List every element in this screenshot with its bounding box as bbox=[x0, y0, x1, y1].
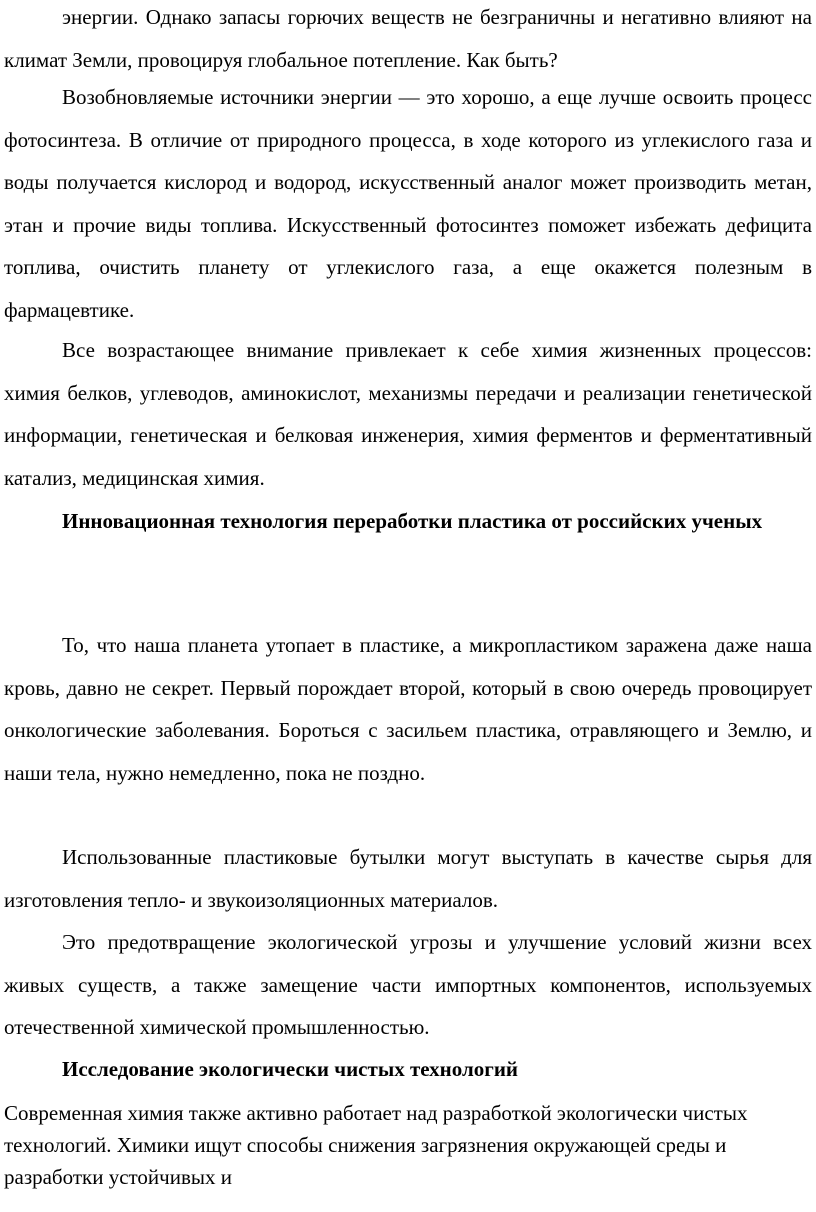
heading-plastic-recycling: Инновационная технология переработки пластика от российских ученых bbox=[62, 509, 763, 533]
paragraph-continuation: энергии. Однако запасы горючих веществ не безграничны и негативно влияют на климат Земли, провоцируя глобальное потепление. Как быть? bbox=[4, 5, 812, 72]
paragraph-plastic-pollution: То, что наша планета утопает в пластике, а микропластиком заражена даже наша кровь, давно не секрет. Первый порождает второй, который в свою очередь провоцирует онкологические заболевания. Бороться с засильем пластика, отравляющего и Землю, и наши тела, нужно немедленно, пока не поздно. bbox=[4, 633, 812, 785]
paragraph-life-processes-chemistry: Все возрастающее внимание привлекает к себе химия жизненных процессов: химия белков, углеводов, аминокислот, механизмы передачи и реализации генетической информации, генетическая и белковая инженерия, химия ферментов и ферментативный катализ, медицинская химия. bbox=[4, 338, 812, 490]
paragraph-ecological-threat: Это предотвращение экологической угрозы и улучшение условий жизни всех живых существ, а также замещение части импортных компонентов, используемых отечественной химической промышленностью. bbox=[4, 930, 812, 1040]
paragraph-plastic-bottles: Использованные пластиковые бутылки могут выступать в качестве сырья для изготовления тепло- и звукоизоляционных материалов. bbox=[4, 845, 812, 912]
paragraph-modern-chemistry: Современная химия также активно работает над разработкой экологически чистых технологий. Химики ищут способы снижения загрязнения окружающей среды и разработки устойчивых и bbox=[4, 1101, 748, 1189]
heading-clean-technologies: Исследование экологически чистых технологий bbox=[62, 1057, 519, 1081]
paragraph-artificial-photosynthesis: Возобновляемые источники энергии — это хорошо, а еще лучше освоить процесс фотосинтеза. В отличие от природного процесса, в ходе которого из углекислого газа и воды получается кислород и водород, искусственный аналог может производить метан, этан и прочие виды топлива. Искусственный фотосинтез поможет избежать дефицита топлива, очистить планету от углекислого газа, а еще окажется полезным в фармацевтике. bbox=[4, 85, 812, 322]
